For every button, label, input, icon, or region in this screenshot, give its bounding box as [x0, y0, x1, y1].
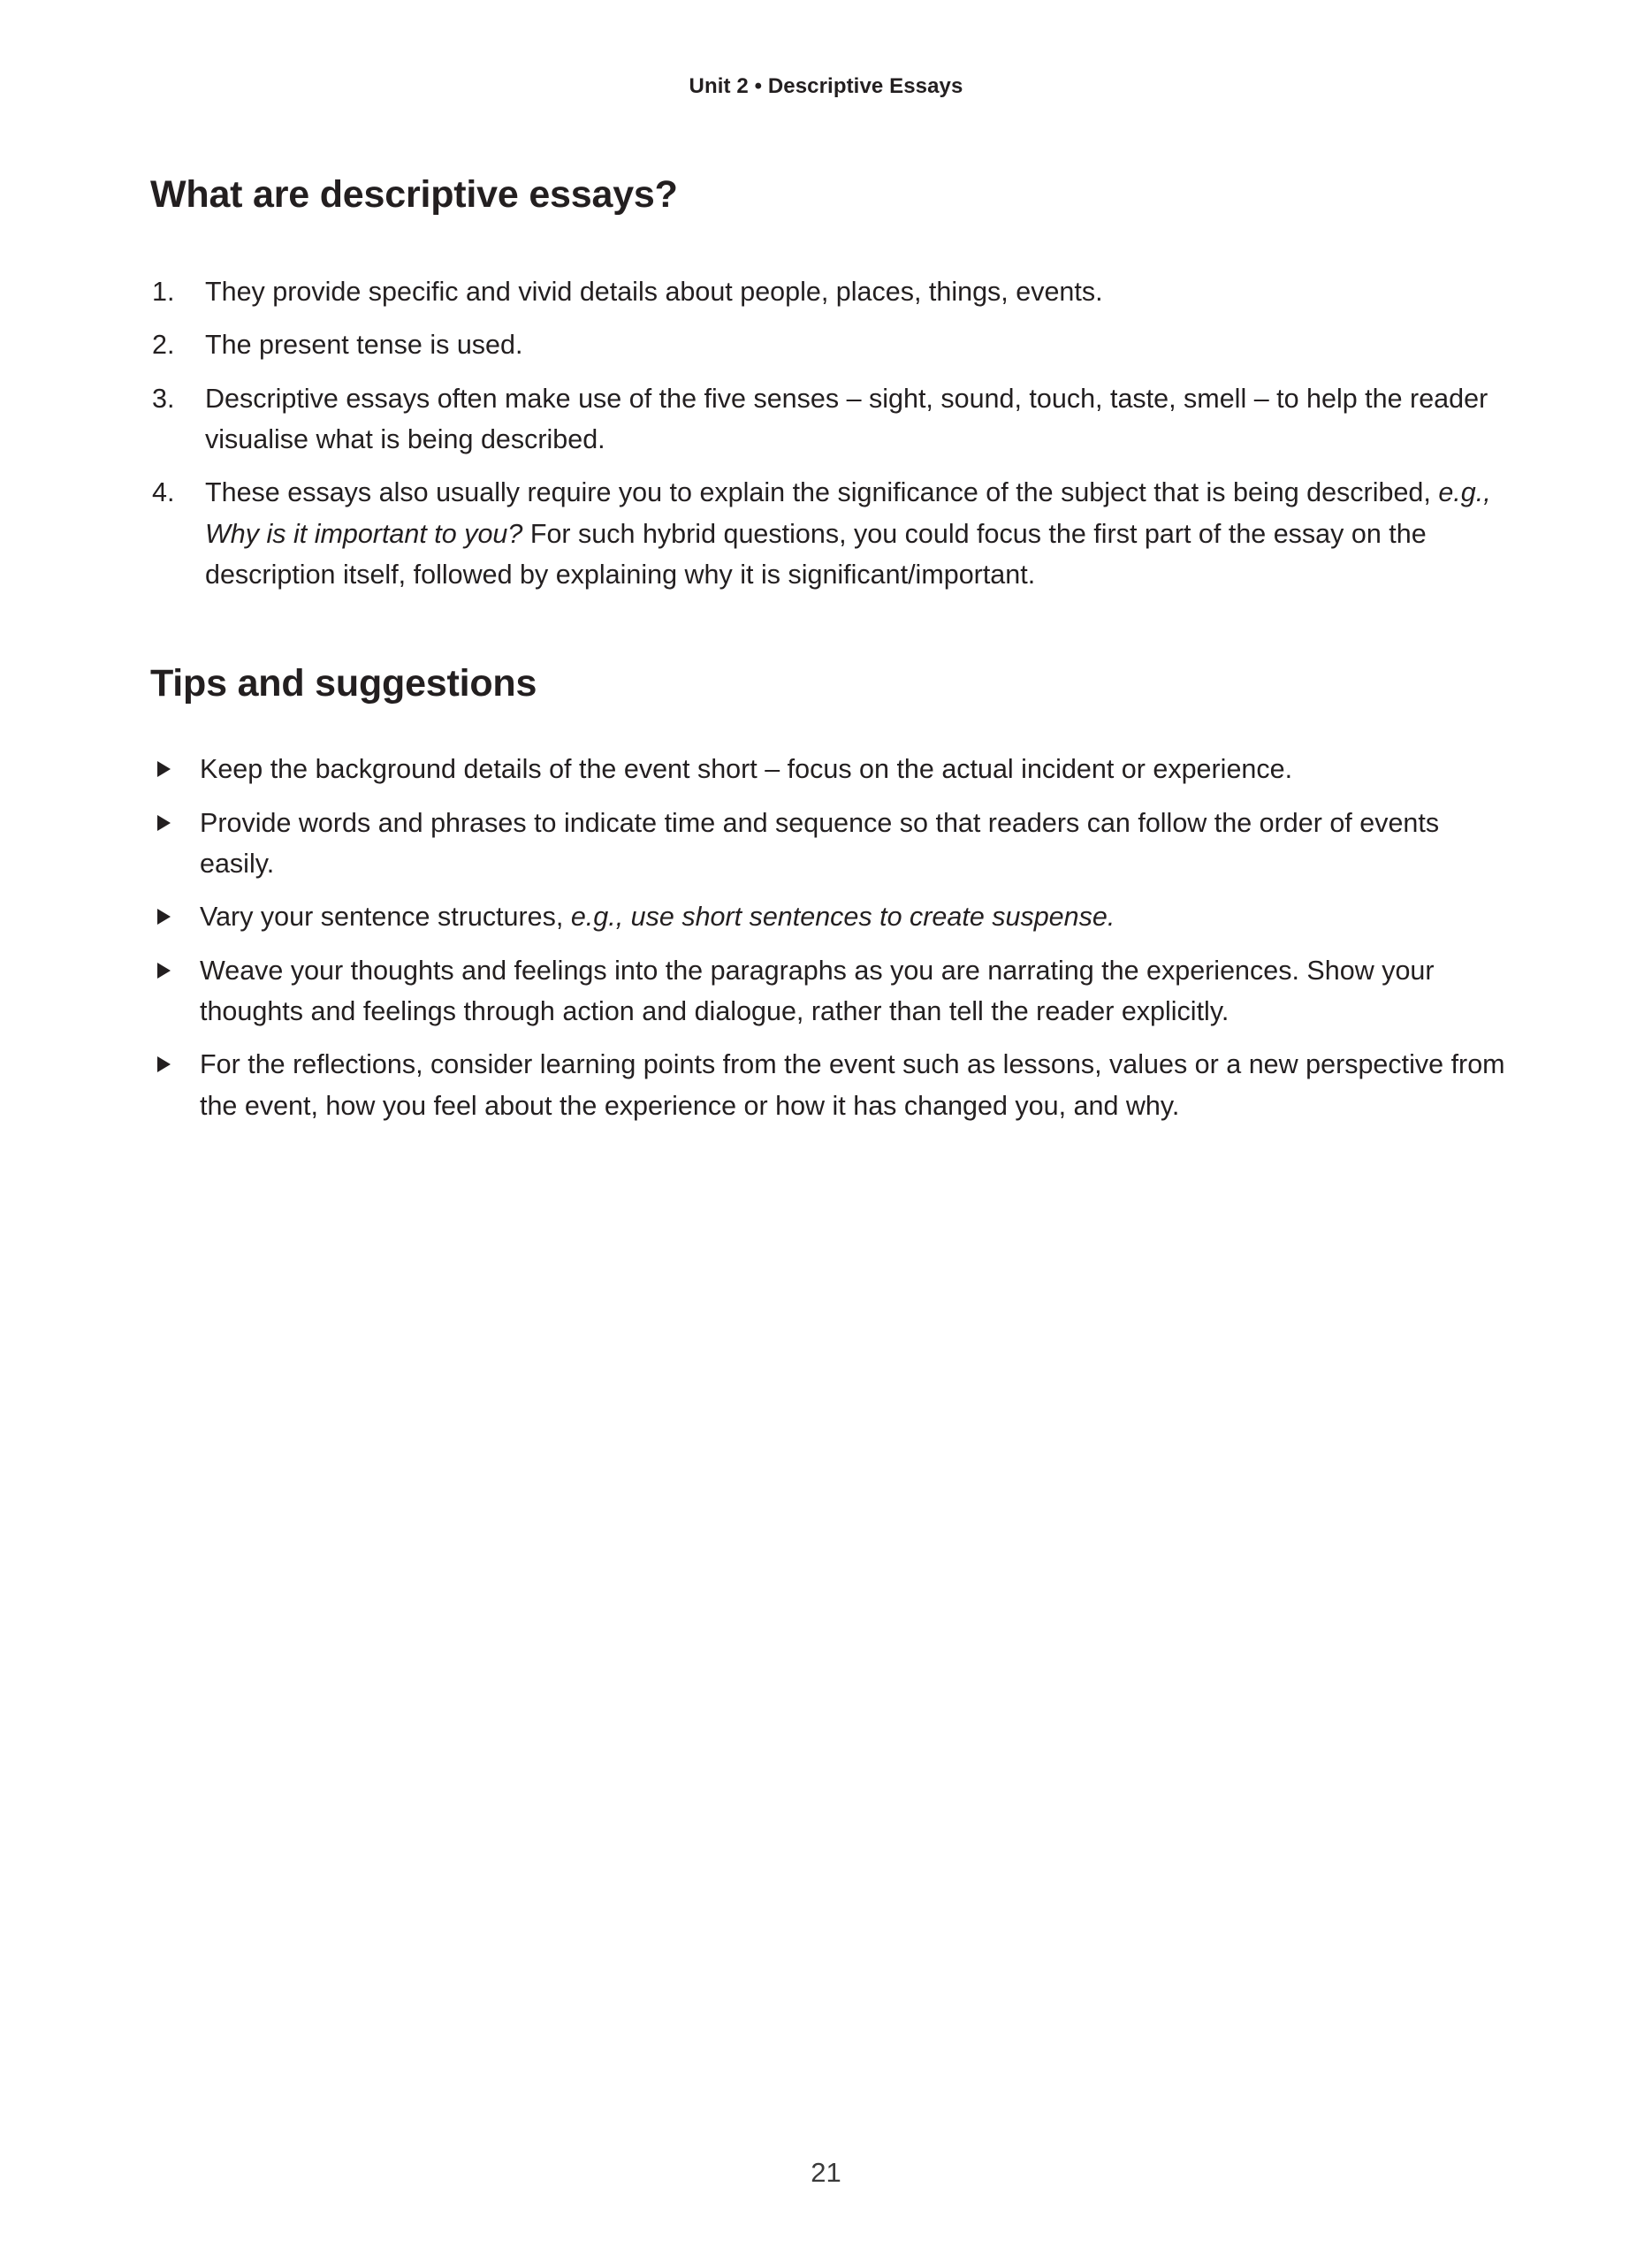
text-run: The present tense is used. — [205, 330, 523, 361]
list-item-text — [205, 384, 1488, 454]
text-run: Descriptive essays often make use of the five senses – sight, sound, touch, taste, smell – to help the reader visualise what is being described. — [205, 383, 1488, 454]
spacer — [150, 706, 1511, 749]
triangle-right-icon — [157, 815, 171, 831]
bullet-list-item — [157, 950, 1511, 1032]
italic-text-run: e.g., Why is it important to you? — [205, 477, 1491, 549]
numbered-list-item — [150, 324, 1511, 365]
bullet-list-item — [157, 749, 1511, 789]
bullet-item-text — [200, 808, 1439, 879]
text-run: They provide specific and vivid details about people, places, things, events. — [205, 276, 1103, 307]
section-heading-tips-and-suggestions: Tips and suggestions — [150, 662, 537, 705]
bullet-list-item — [157, 1044, 1511, 1126]
text-run: For the reflections, consider learning points from the event such as lessons, values or a new perspective from the event, how you feel about the experience or how it has changed you, and why. — [200, 1049, 1505, 1121]
spacer — [150, 595, 1511, 662]
text-run: Vary your sentence structures, — [200, 902, 571, 933]
numbered-list-item — [150, 472, 1511, 595]
text-run: For such hybrid questions, you could focus the first part of the essay on the description itself, followed by explaining why it is significant/important. — [205, 518, 1427, 591]
list-item-number: 3. — [152, 383, 175, 414]
bullet-list-item — [157, 896, 1511, 937]
numbered-list-item — [150, 378, 1511, 461]
list-item-number: 2. — [152, 330, 175, 361]
triangle-right-icon — [157, 963, 171, 979]
bullet-item-text — [200, 1049, 1505, 1120]
list-item-text — [205, 277, 1103, 307]
text-run: Provide words and phrases to indicate time and sequence so that readers can follow the order of events easily. — [200, 807, 1440, 879]
bullet-item-text — [200, 902, 1115, 932]
section-heading-what-are-descriptive-essays: What are descriptive essays? — [150, 173, 678, 216]
page-number: 21 — [811, 2157, 841, 2188]
numbered-list-item — [150, 271, 1511, 312]
bullet-item-text — [200, 956, 1435, 1026]
page-content — [150, 173, 1511, 1126]
tips-bullet-list — [150, 749, 1511, 1126]
list-item-number: 1. — [152, 276, 175, 307]
list-item-text — [205, 477, 1491, 590]
triangle-right-icon — [157, 909, 171, 925]
running-header: Unit 2 • Descriptive Essays — [689, 74, 963, 98]
bullet-list-item — [157, 803, 1511, 885]
triangle-right-icon — [157, 1056, 171, 1072]
text-run: Keep the background details of the event short – focus on the actual incident or experience. — [200, 754, 1293, 785]
text-run: Weave your thoughts and feelings into the paragraphs as you are narrating the experiences. Show your thoughts and feelings through action and dialogue, rather than tell the reader explicitly. — [200, 955, 1435, 1027]
triangle-right-icon — [157, 761, 171, 777]
bullet-item-text — [200, 754, 1292, 784]
descriptive-essays-numbered-list — [150, 271, 1511, 596]
spacer — [150, 217, 1511, 271]
italic-text-run: e.g., use short sentences to create suspense. — [570, 902, 1115, 933]
text-run: These essays also usually require you to explain the significance of the subject that is being described, — [205, 477, 1439, 508]
list-item-number: 4. — [152, 477, 175, 508]
list-item-text — [205, 330, 522, 360]
